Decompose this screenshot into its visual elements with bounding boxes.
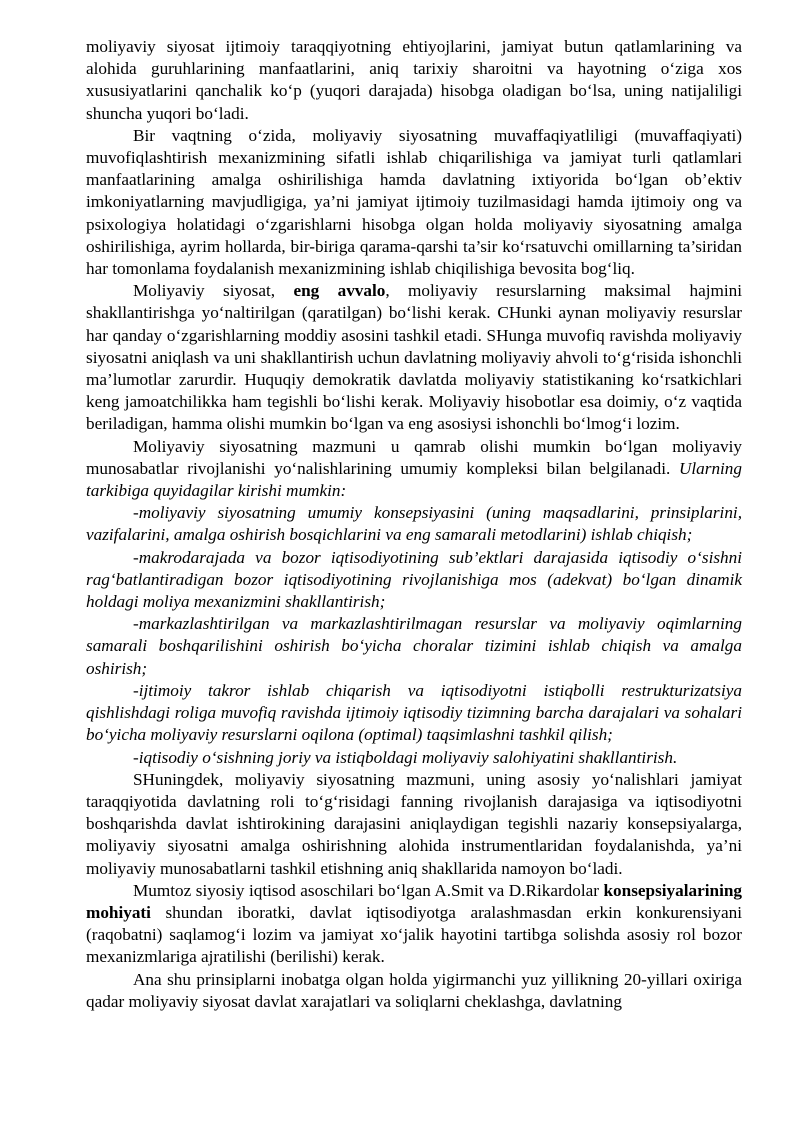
list-item: -moliyaviy siyosatning umumiy konsepsiyasini (uning maqsadlarini, prinsiplarini, vazifalarini, amalga oshirish bosqichlarini va eng samarali metodlarini) ishlab chiqish; (86, 503, 742, 545)
paragraph-6 (86, 880, 742, 969)
emphasis-konsepsiyalar: konsepsiyalarining mohiyati (86, 880, 742, 922)
list-item: -ijtimoiy takror ishlab chiqarish va iqtisodiyotni istiqbolli restrukturizatsiya qishlishdagi roliga muvofiq ravishda ijtimoiy iqtisodiy tizimning barcha darajalari va sohalari bo‘yicha moliyaviy resurslarni oqilona (optimal) taqsimlashni tashkil qilish; (86, 680, 742, 745)
paragraph-5: SHuningdek, moliyaviy siyosatning mazmuni, uning asosiy yo‘nalishlari jamiyat taraqqiyotida davlatning roli to‘g‘risidagi fanning rivojlanish darajasiga va iqtisodiyotni boshqarishda davlat ishtirokining darajasini aniqlaydigan tegishli nazariy konsepsiyalarga, moliyaviy siyosatni amalga oshirishning alohida instrumentlaridan foydalanishda, ya’ni moliyaviy munosabatlarni tashkil etishning aniq shakllarida namoyon bo‘ladi. (86, 769, 742, 878)
list-item: -makrodarajada va bozor iqtisodiyotining sub’ektlari darajasida iqtisodiy o‘sishni rag‘batlantiradigan bozor iqtisodiyotining rivojlanishiga mos (adekvat) bo‘lgan dinamik holdagi moliya mexanizmini shakllantirish; (86, 547, 742, 612)
emphasis-eng-avvalo: eng avvalo (293, 281, 386, 301)
list-intro: Ularning tarkibiga quyidagilar kirishi mumkin: (86, 458, 742, 501)
paragraph-3-text-b: , moliyaviy resurslarning maksimal hajmini shakllantirishga yo‘naltirilgan (qaratilgan) bo‘lishi kerak. CHunki aynan moliyaviy resurslar har qanday o‘zgarishlarning moddiy asosini tashkil etadi. SHunga muvofiq ravishda moliyaviy siyosatni aniqlash va uni shakllantirish uchun davlatning moliyaviy ahvoli to‘g‘risida ishonchli ma’lumotlar zarurdir. Huquqiy demokratik davlatda moliyaviy statistikaning ko‘rsatkichlari keng jamoatchilikka ham tegishli bo‘lishi kerak. Moliyaviy hisobotlar esa doimiy, o‘z vaqtida beriladigan, hamma olishi mumkin bo‘lgan va eng asosiysi ishonchli bo‘lmog‘i lozim. (86, 281, 742, 434)
list-item: -iqtisodiy o‘sishning joriy va istiqboldagi moliyaviy salohiyatini shakllantirish. (133, 747, 678, 767)
paragraph-3-text-a: Moliyaviy siyosat, (133, 281, 294, 301)
paragraph-7: Ana shu prinsiplarni inobatga olgan holda yigirmanchi yuz yillikning 20-yillari oxiriga qadar moliyaviy siyosat davlat xarajatlari va soliqlarni cheklashga, davlatning (86, 969, 742, 1011)
paragraph-4-text: Moliyaviy siyosatning mazmuni u qamrab olishi mumkin bo‘lgan moliyaviy munosabatlar rivojlanishi yo‘nalishlarining umumiy kompleksi bilan belgilanadi. (86, 436, 742, 478)
paragraph-6-text-a: Mumtoz siyosiy iqtisod asoschilari bo‘lgan A.Smit va D.Rikardolar (133, 880, 604, 900)
document-page (86, 36, 742, 1013)
paragraph-3 (86, 280, 742, 435)
list-item: -markazlashtirilgan va markazlashtirilmagan resurslar va moliyaviy oqimlarning samarali boshqarilishini oshirish bo‘yicha choralar tizimini ishlab chiqish va amalga oshirish; (86, 614, 742, 678)
paragraph-2: Bir vaqtning o‘zida, moliyaviy siyosatning muvaffaqiyatliligi (muvaffaqiyati) muvofiqlashtirish mexanizmining sifatli ishlab chiqarilishiga va jamiyat turli qatlamlari manfaatlarining amalga oshirilishiga hamda davlatning ixtiyorida bo‘lgan ob’ektiv imkoniyatlarning mavjudligiga, ya’ni jamiyat ijtimoiy tuzilmasidagi hamda ijtimoiy ong va psixologiya holatidagi o‘zgarishlarni hisobga olgan holda moliyaviy siyosatning amalga oshirilishiga, ayrim hollarda, bir-biriga qarama-qarshi ta’sir ko‘rsatuvchi omillarning ta’siridan har tomonlama foydalanish mexanizmining ishlab chiqilishiga bevosita bog‘liq. (86, 125, 742, 279)
paragraph-1: moliyaviy siyosat ijtimoiy taraqqiyotning ehtiyojlarini, jamiyat butun qatlamlarining va alohida guruhlarining manfaatlarini, aniq tarixiy sharoitni va hayotning o‘ziga xos xususiyatlarini qanchalik ko‘p (yuqori darajada) hisobga oladigan bo‘lsa, uning natijaliligi shuncha yuqori bo‘ladi. (86, 37, 742, 123)
paragraph-6-text-b: shundan iboratki, davlat iqtisodiyotga aralashmasdan erkin konkurensiyani (raqobatni) saqlamog‘i lozim va jamiyat xo‘jalik hayotini tartibga solishda asosiy rol bozor mexanizmlariga ajratilishi (berilishi) kerak. (86, 902, 742, 967)
paragraph-4 (86, 436, 742, 503)
